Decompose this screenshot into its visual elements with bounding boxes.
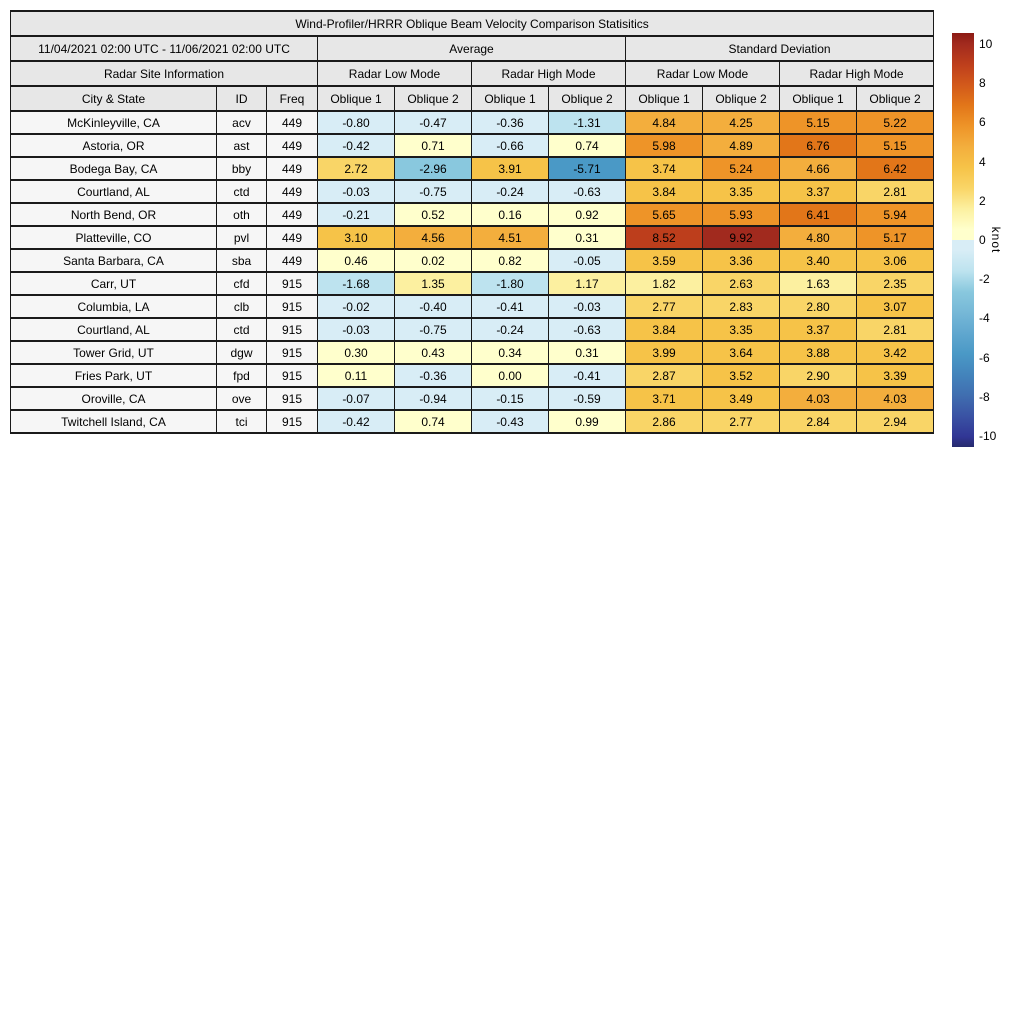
value-cell-avg_high_oblique2: 0.92 xyxy=(549,203,626,226)
value-cell-avg_low_oblique1: -0.42 xyxy=(318,134,395,157)
value-cell-avg_low_oblique2: -0.40 xyxy=(395,295,472,318)
oblique2-header: Oblique 2 xyxy=(857,86,934,111)
value-cell-std_low_oblique2: 9.92 xyxy=(703,226,780,249)
cell-id: ctd xyxy=(217,318,267,341)
table-row xyxy=(11,272,934,295)
cell-city: Carr, UT xyxy=(11,272,217,295)
value-cell-avg_high_oblique1: -0.24 xyxy=(472,180,549,203)
table-row xyxy=(11,226,934,249)
table-row xyxy=(11,180,934,203)
value-cell-std_low_oblique2: 5.24 xyxy=(703,157,780,180)
cell-id: pvl xyxy=(217,226,267,249)
value-cell-avg_low_oblique1: 0.11 xyxy=(318,364,395,387)
cell-id: cfd xyxy=(217,272,267,295)
value-cell-avg_low_oblique1: 3.10 xyxy=(318,226,395,249)
value-cell-std_low_oblique1: 8.52 xyxy=(626,226,703,249)
value-cell-std_low_oblique1: 3.84 xyxy=(626,318,703,341)
value-cell-avg_high_oblique1: 0.16 xyxy=(472,203,549,226)
oblique2-header: Oblique 2 xyxy=(395,86,472,111)
value-cell-avg_high_oblique1: -0.36 xyxy=(472,111,549,134)
table-row xyxy=(11,341,934,364)
value-cell-std_high_oblique1: 2.90 xyxy=(780,364,857,387)
value-cell-std_low_oblique1: 3.74 xyxy=(626,157,703,180)
value-cell-std_low_oblique1: 3.59 xyxy=(626,249,703,272)
value-cell-avg_low_oblique2: -0.75 xyxy=(395,180,472,203)
mode-header-row xyxy=(11,61,934,86)
value-cell-std_high_oblique1: 3.40 xyxy=(780,249,857,272)
value-cell-std_low_oblique1: 3.71 xyxy=(626,387,703,410)
cell-city: Fries Park, UT xyxy=(11,364,217,387)
cell-freq: 915 xyxy=(267,364,318,387)
value-cell-std_low_oblique1: 2.77 xyxy=(626,295,703,318)
value-cell-std_low_oblique2: 3.64 xyxy=(703,341,780,364)
cell-freq: 449 xyxy=(267,134,318,157)
value-cell-avg_low_oblique1: -1.68 xyxy=(318,272,395,295)
value-cell-std_high_oblique1: 4.80 xyxy=(780,226,857,249)
value-cell-std_low_oblique1: 5.98 xyxy=(626,134,703,157)
value-cell-std_high_oblique2: 5.17 xyxy=(857,226,934,249)
value-cell-avg_high_oblique1: -0.41 xyxy=(472,295,549,318)
table-row xyxy=(11,387,934,410)
value-cell-avg_low_oblique2: 4.56 xyxy=(395,226,472,249)
colorbar-tick-label: 4 xyxy=(979,154,986,169)
value-cell-avg_low_oblique2: 1.35 xyxy=(395,272,472,295)
value-cell-avg_low_oblique1: -0.21 xyxy=(318,203,395,226)
cell-id: oth xyxy=(217,203,267,226)
value-cell-std_low_oblique1: 1.82 xyxy=(626,272,703,295)
cell-city: Santa Barbara, CA xyxy=(11,249,217,272)
colorbar-unit-label: knot xyxy=(989,226,1003,254)
cell-freq: 915 xyxy=(267,410,318,433)
value-cell-std_high_oblique2: 4.03 xyxy=(857,387,934,410)
cell-freq: 449 xyxy=(267,111,318,134)
oblique1-header: Oblique 1 xyxy=(318,86,395,111)
value-cell-avg_low_oblique2: 0.71 xyxy=(395,134,472,157)
value-cell-std_high_oblique2: 2.94 xyxy=(857,410,934,433)
value-cell-avg_low_oblique1: -0.80 xyxy=(318,111,395,134)
value-cell-avg_high_oblique2: -5.71 xyxy=(549,157,626,180)
value-cell-avg_low_oblique2: 0.02 xyxy=(395,249,472,272)
value-cell-std_low_oblique1: 3.99 xyxy=(626,341,703,364)
value-cell-std_low_oblique2: 3.35 xyxy=(703,180,780,203)
value-cell-std_low_oblique1: 2.87 xyxy=(626,364,703,387)
colorbar xyxy=(952,33,1024,447)
cell-id: dgw xyxy=(217,341,267,364)
colorbar-tick-label: 6 xyxy=(979,115,986,130)
cell-id: sba xyxy=(217,249,267,272)
cell-freq: 449 xyxy=(267,226,318,249)
value-cell-avg_high_oblique2: -0.41 xyxy=(549,364,626,387)
cell-id: clb xyxy=(217,295,267,318)
cell-id: acv xyxy=(217,111,267,134)
cell-city: Astoria, OR xyxy=(11,134,217,157)
cell-city: Oroville, CA xyxy=(11,387,217,410)
table-row xyxy=(11,410,934,433)
value-cell-std_low_oblique2: 3.52 xyxy=(703,364,780,387)
cell-city: Bodega Bay, CA xyxy=(11,157,217,180)
value-cell-std_low_oblique2: 3.36 xyxy=(703,249,780,272)
cell-id: fpd xyxy=(217,364,267,387)
value-cell-avg_low_oblique2: -2.96 xyxy=(395,157,472,180)
std-deviation-group-header: Standard Deviation xyxy=(626,36,934,61)
value-cell-std_high_oblique1: 5.15 xyxy=(780,111,857,134)
cell-freq: 915 xyxy=(267,387,318,410)
value-cell-avg_high_oblique2: 1.17 xyxy=(549,272,626,295)
std-low-mode-header: Radar Low Mode xyxy=(626,61,780,86)
table-row xyxy=(11,203,934,226)
table-title: Wind-Profiler/HRRR Oblique Beam Velocity Comparison Statisitics xyxy=(11,11,934,36)
colorbar-tick-label: -4 xyxy=(979,311,990,326)
table-row xyxy=(11,111,934,134)
column-header-row xyxy=(11,86,934,111)
value-cell-std_high_oblique1: 3.37 xyxy=(780,180,857,203)
value-cell-avg_low_oblique1: -0.03 xyxy=(318,318,395,341)
colorbar-tick-label: -10 xyxy=(979,429,997,443)
oblique1-header: Oblique 1 xyxy=(472,86,549,111)
cell-id: ast xyxy=(217,134,267,157)
average-group-header: Average xyxy=(318,36,626,61)
value-cell-std_low_oblique1: 5.65 xyxy=(626,203,703,226)
value-cell-std_low_oblique1: 4.84 xyxy=(626,111,703,134)
value-cell-avg_high_oblique2: -0.05 xyxy=(549,249,626,272)
colorbar-tick-label: 2 xyxy=(979,193,986,208)
value-cell-avg_low_oblique2: 0.43 xyxy=(395,341,472,364)
value-cell-avg_high_oblique2: -0.03 xyxy=(549,295,626,318)
table-row xyxy=(11,249,934,272)
value-cell-avg_high_oblique1: 0.34 xyxy=(472,341,549,364)
value-cell-std_low_oblique1: 2.86 xyxy=(626,410,703,433)
value-cell-avg_low_oblique1: -0.42 xyxy=(318,410,395,433)
value-cell-avg_high_oblique2: -0.59 xyxy=(549,387,626,410)
cell-city: Platteville, CO xyxy=(11,226,217,249)
value-cell-std_low_oblique2: 4.25 xyxy=(703,111,780,134)
value-cell-avg_low_oblique1: 0.30 xyxy=(318,341,395,364)
value-cell-avg_high_oblique2: 0.31 xyxy=(549,226,626,249)
id-header: ID xyxy=(217,86,267,111)
avg-high-mode-header: Radar High Mode xyxy=(472,61,626,86)
freq-header: Freq xyxy=(267,86,318,111)
value-cell-std_low_oblique2: 4.89 xyxy=(703,134,780,157)
value-cell-avg_high_oblique2: 0.31 xyxy=(549,341,626,364)
oblique2-header: Oblique 2 xyxy=(549,86,626,111)
value-cell-std_high_oblique2: 3.42 xyxy=(857,341,934,364)
value-cell-avg_low_oblique2: -0.36 xyxy=(395,364,472,387)
value-cell-std_high_oblique2: 2.35 xyxy=(857,272,934,295)
value-cell-std_high_oblique2: 5.94 xyxy=(857,203,934,226)
value-cell-avg_low_oblique1: -0.07 xyxy=(318,387,395,410)
value-cell-avg_high_oblique1: 3.91 xyxy=(472,157,549,180)
value-cell-avg_low_oblique1: 0.46 xyxy=(318,249,395,272)
value-cell-std_high_oblique1: 2.84 xyxy=(780,410,857,433)
value-cell-std_low_oblique2: 2.77 xyxy=(703,410,780,433)
value-cell-avg_low_oblique1: 2.72 xyxy=(318,157,395,180)
value-cell-avg_low_oblique2: -0.94 xyxy=(395,387,472,410)
value-cell-std_high_oblique1: 2.80 xyxy=(780,295,857,318)
table-row xyxy=(11,364,934,387)
value-cell-std_low_oblique2: 2.63 xyxy=(703,272,780,295)
value-cell-std_high_oblique2: 3.39 xyxy=(857,364,934,387)
group-header-row xyxy=(11,36,934,61)
cell-id: ove xyxy=(217,387,267,410)
oblique1-header: Oblique 1 xyxy=(626,86,703,111)
table-row xyxy=(11,134,934,157)
value-cell-std_high_oblique1: 6.41 xyxy=(780,203,857,226)
value-cell-avg_high_oblique2: -0.63 xyxy=(549,318,626,341)
cell-city: McKinleyville, CA xyxy=(11,111,217,134)
table-body xyxy=(11,111,934,433)
city-state-header: City & State xyxy=(11,86,217,111)
value-cell-avg_low_oblique2: -0.47 xyxy=(395,111,472,134)
cell-city: Courtland, AL xyxy=(11,180,217,203)
value-cell-std_high_oblique1: 3.37 xyxy=(780,318,857,341)
cell-city: Courtland, AL xyxy=(11,318,217,341)
cell-freq: 915 xyxy=(267,341,318,364)
value-cell-avg_low_oblique2: -0.75 xyxy=(395,318,472,341)
value-cell-avg_high_oblique1: 0.00 xyxy=(472,364,549,387)
value-cell-std_high_oblique1: 3.88 xyxy=(780,341,857,364)
cell-freq: 915 xyxy=(267,272,318,295)
value-cell-avg_high_oblique1: -0.24 xyxy=(472,318,549,341)
value-cell-avg_high_oblique1: -0.66 xyxy=(472,134,549,157)
cell-freq: 449 xyxy=(267,249,318,272)
value-cell-std_low_oblique2: 2.83 xyxy=(703,295,780,318)
cell-id: tci xyxy=(217,410,267,433)
colorbar-tick-label: -6 xyxy=(979,350,990,365)
cell-freq: 449 xyxy=(267,180,318,203)
value-cell-avg_low_oblique2: 0.74 xyxy=(395,410,472,433)
value-cell-std_low_oblique2: 5.93 xyxy=(703,203,780,226)
colorbar-tick-label: 8 xyxy=(979,76,986,91)
value-cell-avg_low_oblique2: 0.52 xyxy=(395,203,472,226)
cell-id: bby xyxy=(217,157,267,180)
cell-freq: 915 xyxy=(267,295,318,318)
site-info-header: Radar Site Information xyxy=(11,61,318,86)
value-cell-std_high_oblique2: 2.81 xyxy=(857,180,934,203)
value-cell-avg_high_oblique2: 0.74 xyxy=(549,134,626,157)
cell-freq: 449 xyxy=(267,203,318,226)
std-high-mode-header: Radar High Mode xyxy=(780,61,934,86)
table-row xyxy=(11,295,934,318)
comparison-statistics-table xyxy=(10,10,934,434)
cell-city: North Bend, OR xyxy=(11,203,217,226)
cell-id: ctd xyxy=(217,180,267,203)
table-row xyxy=(11,157,934,180)
value-cell-std_high_oblique1: 4.03 xyxy=(780,387,857,410)
value-cell-std_high_oblique2: 3.07 xyxy=(857,295,934,318)
cell-city: Tower Grid, UT xyxy=(11,341,217,364)
colorbar-gradient xyxy=(952,33,974,447)
value-cell-avg_high_oblique2: -1.31 xyxy=(549,111,626,134)
cell-city: Columbia, LA xyxy=(11,295,217,318)
value-cell-std_low_oblique2: 3.35 xyxy=(703,318,780,341)
table-row xyxy=(11,318,934,341)
value-cell-std_high_oblique1: 1.63 xyxy=(780,272,857,295)
oblique2-header: Oblique 2 xyxy=(703,86,780,111)
colorbar-tick-label: -8 xyxy=(979,389,990,404)
value-cell-avg_high_oblique1: 0.82 xyxy=(472,249,549,272)
value-cell-std_high_oblique2: 6.42 xyxy=(857,157,934,180)
date-range: 11/04/2021 02:00 UTC - 11/06/2021 02:00 UTC xyxy=(11,36,318,61)
value-cell-avg_low_oblique1: -0.02 xyxy=(318,295,395,318)
oblique1-header: Oblique 1 xyxy=(780,86,857,111)
value-cell-avg_high_oblique2: 0.99 xyxy=(549,410,626,433)
avg-low-mode-header: Radar Low Mode xyxy=(318,61,472,86)
value-cell-std_high_oblique1: 4.66 xyxy=(780,157,857,180)
value-cell-avg_high_oblique1: -0.43 xyxy=(472,410,549,433)
colorbar-tick-label: 10 xyxy=(979,37,993,51)
value-cell-std_high_oblique2: 5.15 xyxy=(857,134,934,157)
cell-city: Twitchell Island, CA xyxy=(11,410,217,433)
value-cell-avg_high_oblique1: -0.15 xyxy=(472,387,549,410)
value-cell-std_low_oblique1: 3.84 xyxy=(626,180,703,203)
cell-freq: 915 xyxy=(267,318,318,341)
value-cell-avg_high_oblique1: -1.80 xyxy=(472,272,549,295)
value-cell-avg_low_oblique1: -0.03 xyxy=(318,180,395,203)
value-cell-std_high_oblique2: 5.22 xyxy=(857,111,934,134)
colorbar-tick-label: 0 xyxy=(979,233,986,247)
value-cell-std_high_oblique1: 6.76 xyxy=(780,134,857,157)
colorbar-tick-label: -2 xyxy=(979,272,990,287)
value-cell-std_high_oblique2: 2.81 xyxy=(857,318,934,341)
value-cell-avg_high_oblique1: 4.51 xyxy=(472,226,549,249)
title-row xyxy=(11,11,934,36)
cell-freq: 449 xyxy=(267,157,318,180)
value-cell-avg_high_oblique2: -0.63 xyxy=(549,180,626,203)
value-cell-std_high_oblique2: 3.06 xyxy=(857,249,934,272)
value-cell-std_low_oblique2: 3.49 xyxy=(703,387,780,410)
